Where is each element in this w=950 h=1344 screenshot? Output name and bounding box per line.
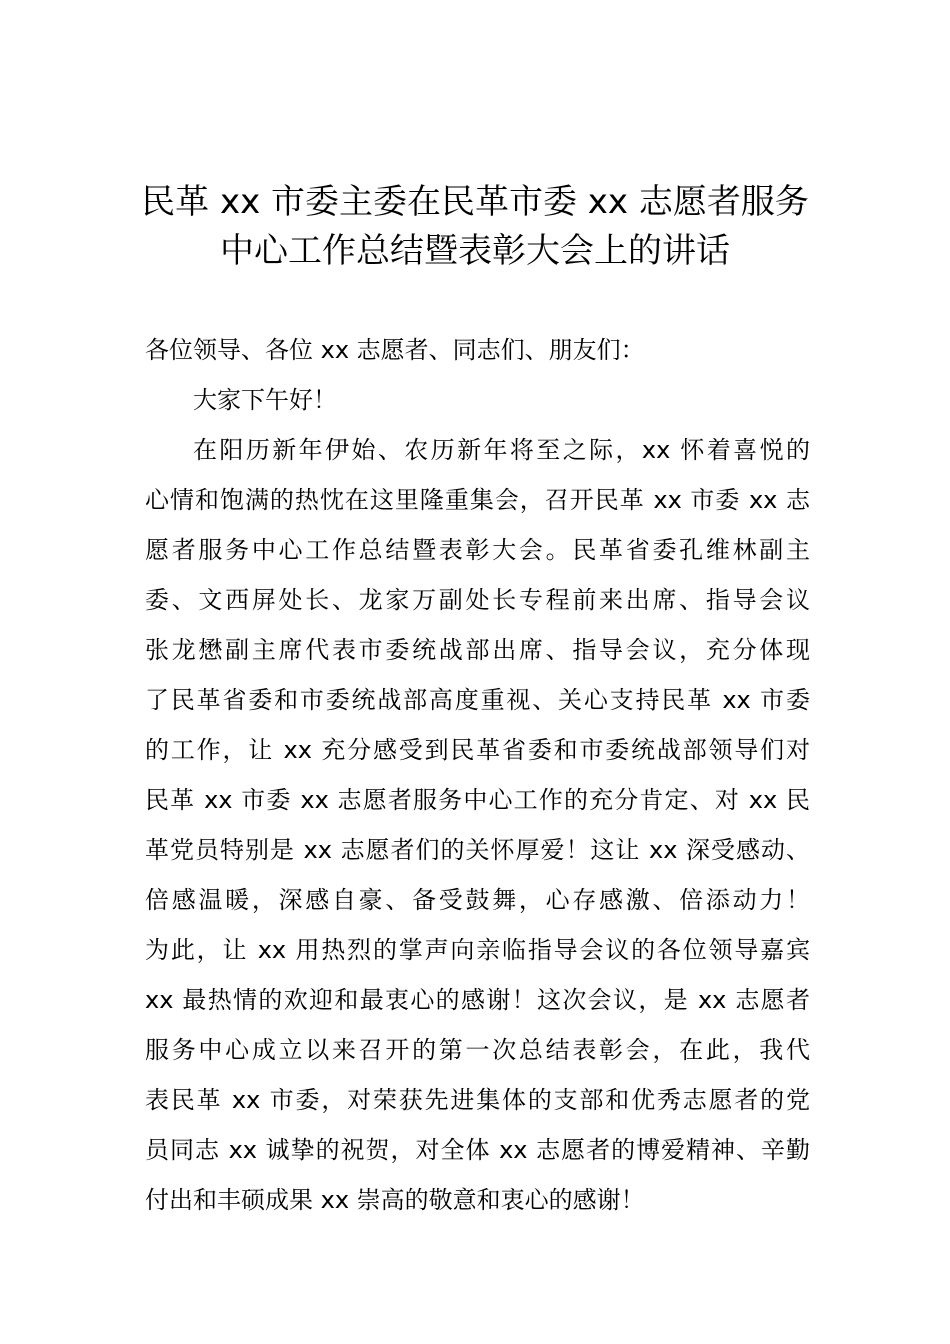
paragraph-line: 员同志 xx 诚挚的祝贺，对全体 xx 志愿者的博爱精神、辛勤	[145, 1136, 810, 1164]
paragraph-line: 倍感温暖，深感自豪、备受鼓舞，心存感激、倍添动力！	[145, 886, 810, 914]
document-title-line-2: 中心工作总结暨表彰大会上的讲话	[220, 231, 730, 271]
paragraph-line: 为此，让 xx 用热烈的掌声向亲临指导会议的各位领导嘉宾	[145, 936, 810, 964]
paragraph-line: 心情和饱满的热忱在这里隆重集会，召开民革 xx 市委 xx 志	[145, 486, 810, 514]
paragraph-line: 的工作，让 xx 充分感受到民革省委和市委统战部领导们对	[145, 736, 810, 764]
paragraph-line: 张龙懋副主席代表市委统战部出席、指导会议，充分体现	[145, 636, 810, 664]
paragraph-line: 委、文西屏处长、龙家万副处长专程前来出席、指导会议	[145, 586, 810, 614]
paragraph-line: 愿者服务中心工作总结暨表彰大会。民革省委孔维林副主	[145, 536, 810, 564]
salutation: 各位领导、各位 xx 志愿者、同志们、朋友们：	[145, 336, 645, 364]
paragraph-line: 服务中心成立以来召开的第一次总结表彰会，在此，我代	[145, 1036, 810, 1064]
document-title-line-1: 民革 xx 市委主委在民革市委 xx 志愿者服务	[141, 182, 809, 222]
paragraph-line: 民革 xx 市委 xx 志愿者服务中心工作的充分肯定、对 xx 民	[145, 786, 810, 814]
paragraph-line: 表民革 xx 市委，对荣获先进集体的支部和优秀志愿者的党	[145, 1086, 810, 1114]
paragraph-line: 革党员特别是 xx 志愿者们的关怀厚爱！这让 xx 深受感动、	[145, 836, 810, 864]
paragraph-line: 了民革省委和市委统战部高度重视、关心支持民革 xx 市委	[145, 686, 810, 714]
greeting: 大家下午好！	[193, 386, 337, 414]
paragraph-line: 在阳历新年伊始、农历新年将至之际，xx 怀着喜悦的	[193, 436, 810, 464]
paragraph-line: xx 最热情的欢迎和最衷心的感谢！这次会议，是 xx 志愿者	[145, 986, 810, 1014]
paragraph-line: 付出和丰硕成果 xx 崇高的敬意和衷心的感谢！	[145, 1186, 645, 1214]
